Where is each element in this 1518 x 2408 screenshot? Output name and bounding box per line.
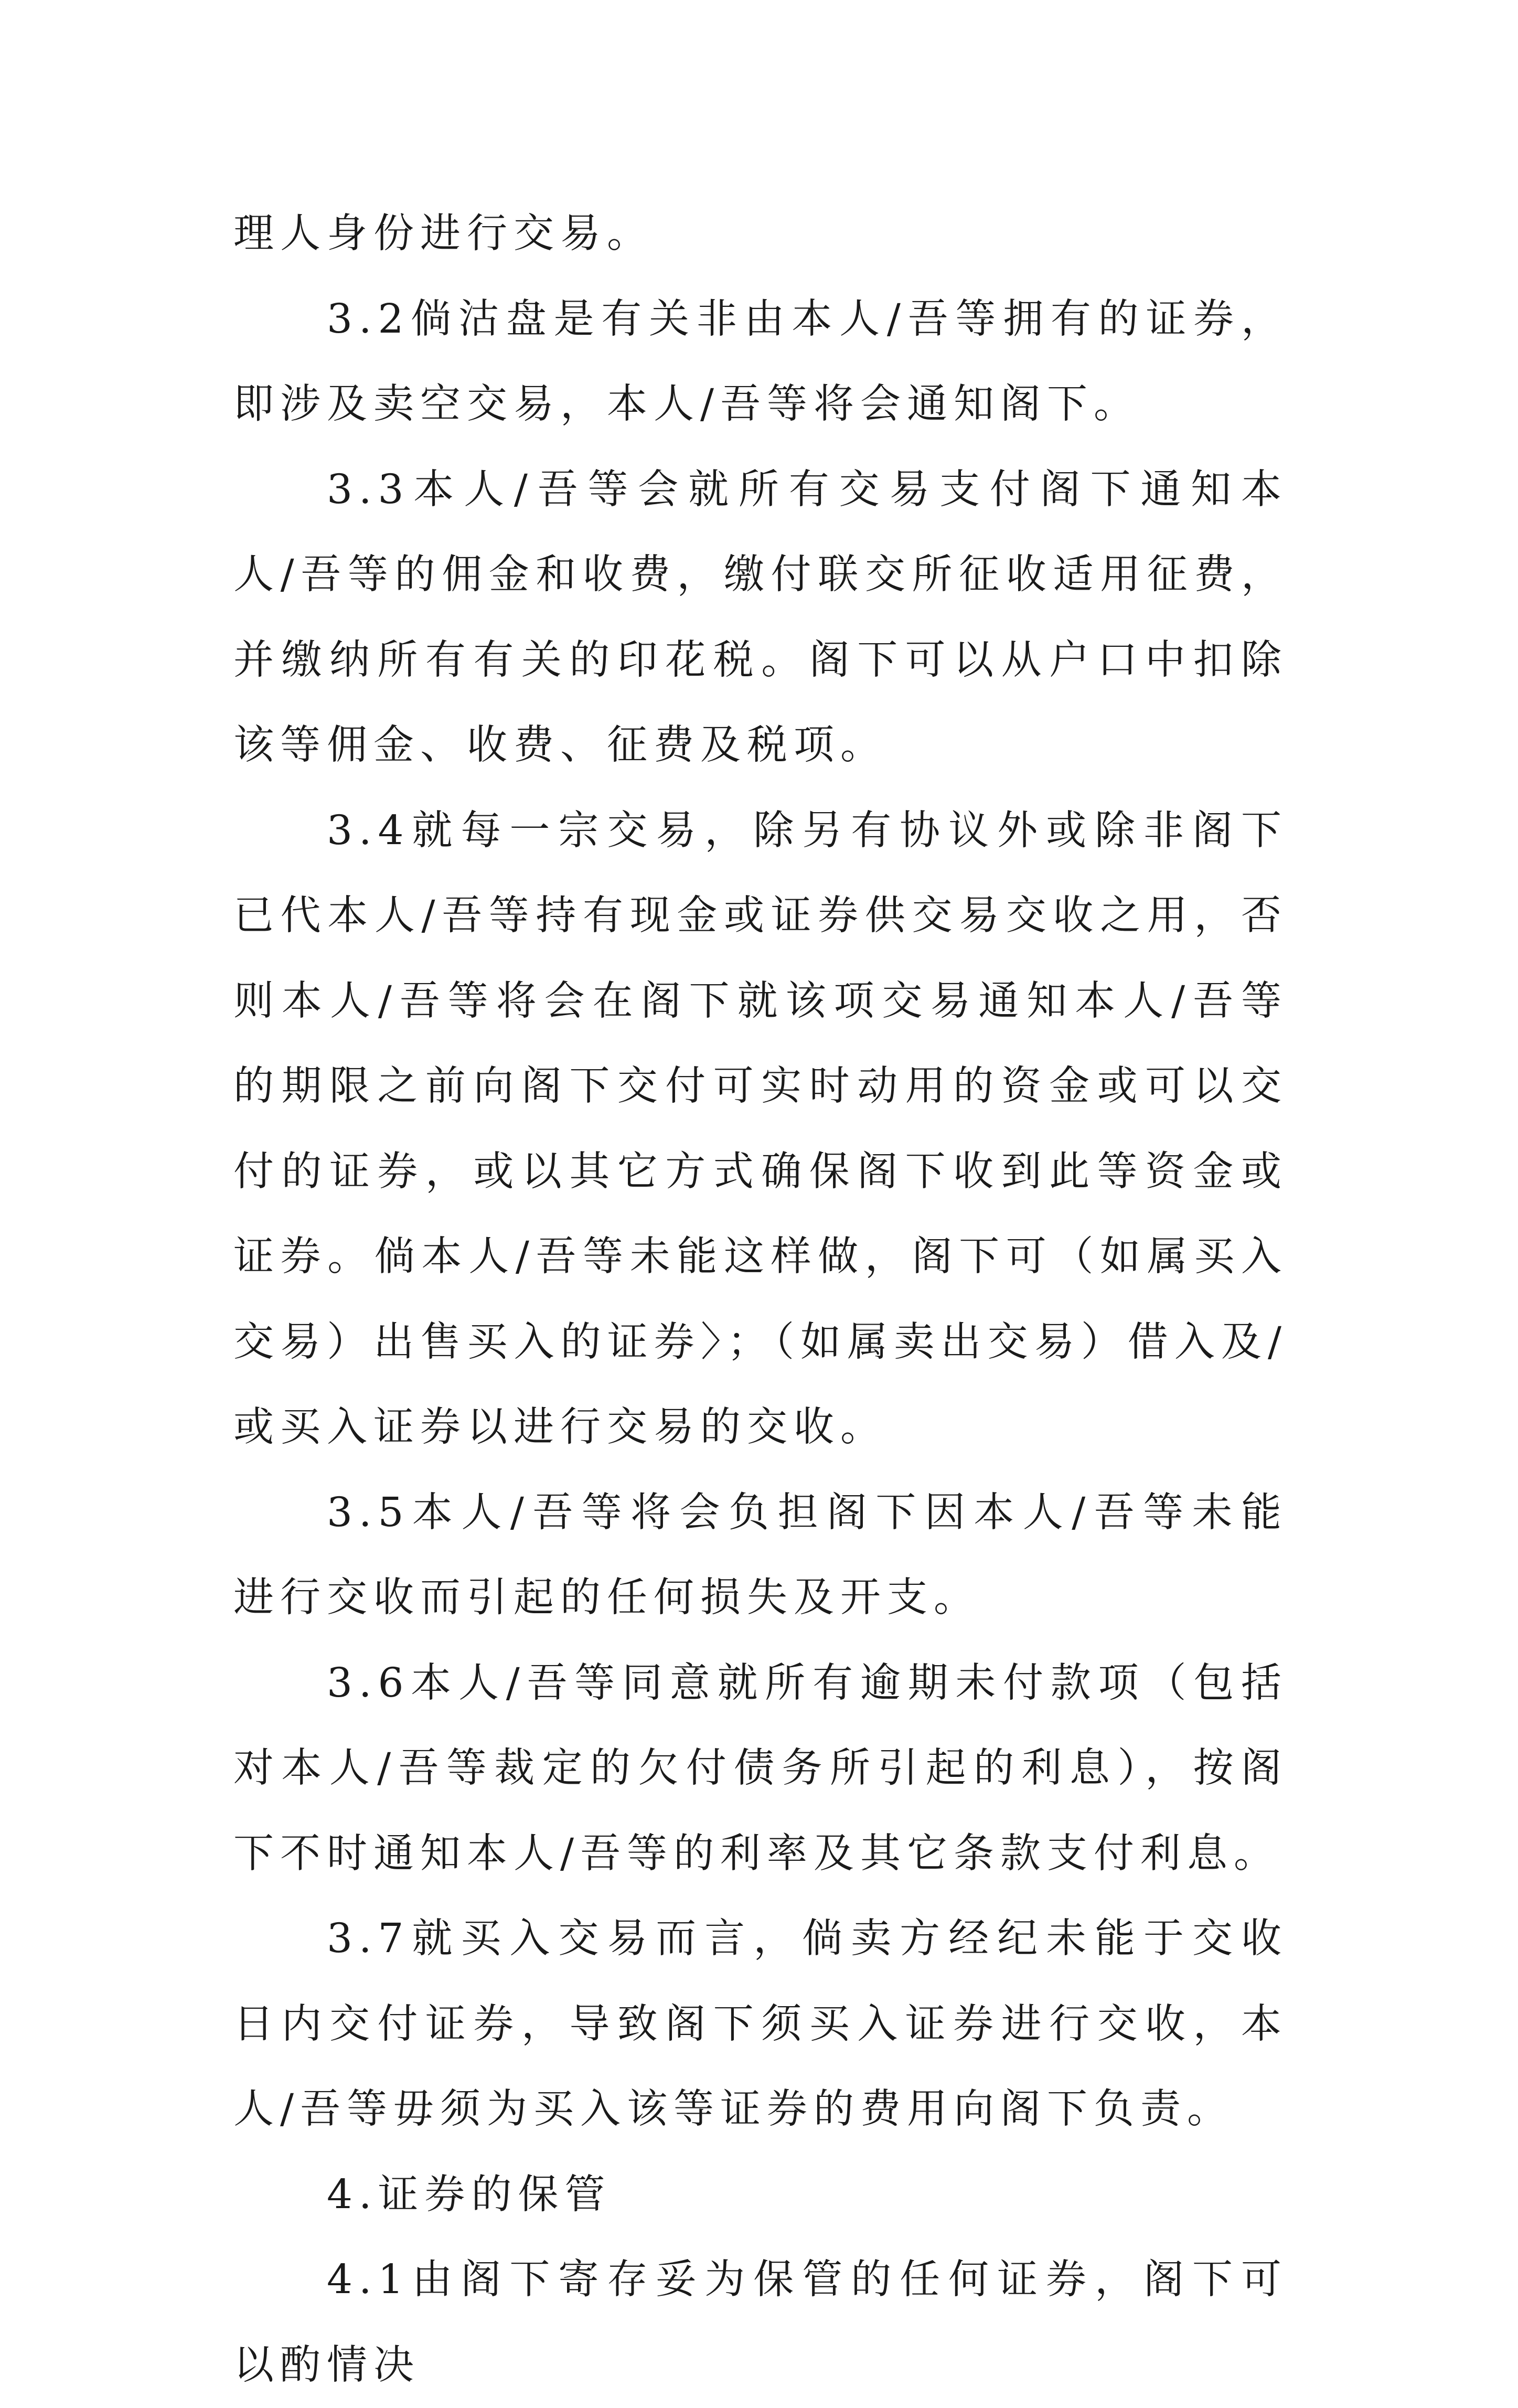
- paragraph-clause-3-7: 3.7就买入交易而言，倘卖方经纪未能于交收日内交付证券，导致阁下须买入证券进行交收，本人/吾等毋须为买入该等证券的费用向阁下负责。: [233, 1915, 1288, 2133]
- section-heading-4: 4.证券的保管: [327, 2171, 612, 2218]
- paragraph-clause-3-6: 3.6本人/吾等同意就所有逾期未付款项（包括对本人/吾等裁定的欠付债务所引起的利息），按阁下不时通知本人/吾等的利率及其它条款支付利息。: [233, 1659, 1288, 1877]
- document-body: [233, 191, 1288, 2408]
- paragraph-clause-3-2: 3.2倘沽盘是有关非由本人/吾等拥有的证券，即涉及卖空交易，本人/吾等将会通知阁下。: [233, 295, 1288, 428]
- paragraph-clause-3-4: 3.4就每一宗交易，除另有协议外或除非阁下已代本人/吾等持有现金或证券供交易交收之用，否则本人/吾等将会在阁下就该项交易通知本人/吾等的期限之前向阁下交付可实时动用的资金或可以交付的证券，或以其它方式确保阁下收到此等资金或证券。倘本人/吾等未能这样做，阁下可（如属买入交易）出售买入的证券〉；（如属卖出交易）借入及/或买入证券以进行交易的交收。: [233, 807, 1288, 1451]
- paragraph-continuation: 理人身份进行交易。: [233, 210, 654, 257]
- paragraph-clause-4-1: 4.1由阁下寄存妥为保管的任何证券，阁下可以酌情决: [233, 2256, 1288, 2389]
- paragraph-clause-3-5: 3.5本人/吾等将会负担阁下因本人/吾等未能进行交收而引起的任何损失及开支。: [233, 1489, 1288, 1621]
- paragraph-clause-3-3: 3.3本人/吾等会就所有交易支付阁下通知本人/吾等的佣金和收费，缴付联交所征收适用征费，并缴纳所有有关的印花税。阁下可以从户口中扣除该等佣金、收费、征费及税项。: [233, 466, 1288, 769]
